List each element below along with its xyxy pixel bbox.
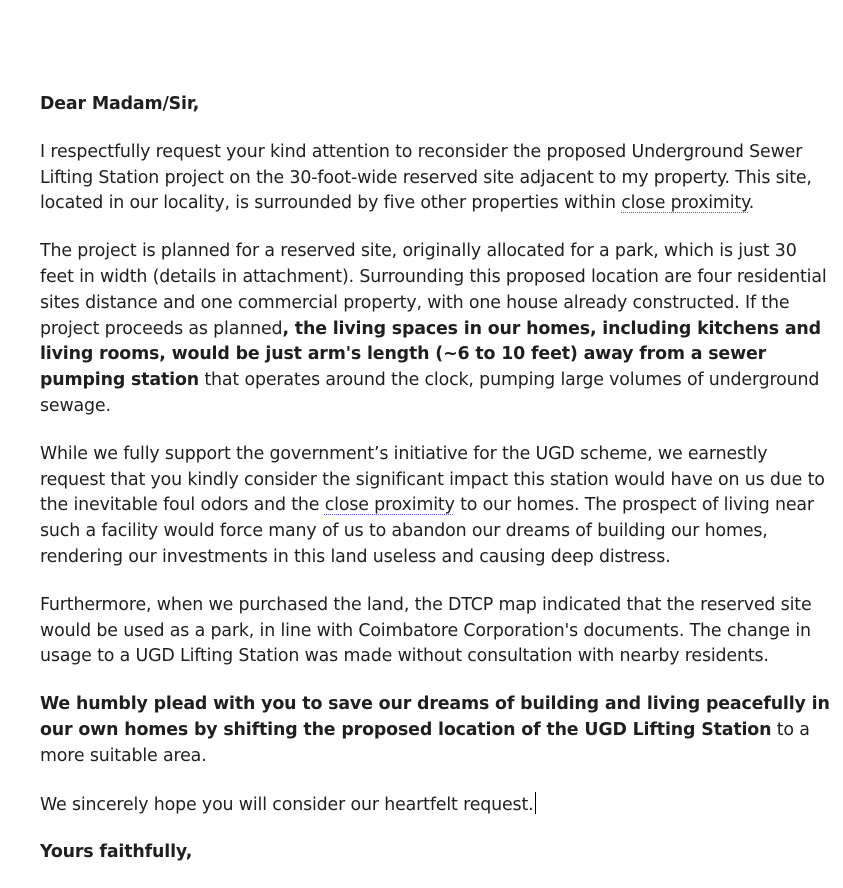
paragraph-5: [40, 692, 830, 769]
grammar-flag[interactable]: close proximity: [324, 495, 455, 516]
document-body[interactable]: [40, 92, 830, 888]
paragraph-2-end: that operates around the clock, pumping large volumes of underground sewage.: [40, 370, 820, 416]
paragraph-6-text: We sincerely hope you will consider our heartfelt request.: [40, 794, 534, 815]
paragraph-3: [40, 442, 830, 571]
paragraph-2-text: The project is planned for a reserved site, originally allocated for a park, which is just 30 feet in width (details in attachment). Surrounding this proposed location are four residential sites distance and one commercial property, with one house already constructed. If the project proceeds as planned: [40, 241, 827, 339]
closing: Yours faithfully,: [40, 842, 193, 863]
paragraph-3-text: While we fully support the government’s initiative for the UGD scheme, we earnestly request that you kindly consider the significant impact this station would have on us due to the inevitable foul odors and the: [40, 443, 825, 516]
paragraph-2: [40, 239, 830, 420]
text-cursor: [535, 792, 536, 814]
salutation: Dear Madam/Sir,: [40, 94, 200, 114]
paragraph-2-bold: , the living spaces in our homes, including kitchens and living rooms, would be just arm's length (~6 to 10 feet) away from a sewer pumping station: [40, 318, 821, 391]
paragraph-5-bold: We humbly plead with you to save our dreams of building and living peacefully in our own homes by shifting the proposed location of the UGD Lifting Station: [40, 694, 830, 740]
paragraph-5-end: to a more suitable area.: [40, 719, 810, 766]
paragraph-1-text: I respectfully request your kind attention to reconsider the proposed Underground Sewer Lifting Station project on the 30-foot-wide reserved site adjacent to my property. This site, located in our locality, is surrounded by five other properties within: [40, 141, 812, 214]
paragraph-4: Furthermore, when we purchased the land, the DTCP map indicated that the reserved site would be used as a park, in line with Coimbatore Corporation's documents. The change in usage to a UGD Lifting Station was made without consultation with nearby residents.: [40, 594, 812, 667]
paragraph-1: [40, 140, 830, 217]
paragraph-3-end: to our homes. The prospect of living near such a facility would force many of us to abandon our dreams of building our homes, rendering our investments in this land useless and causing deep distress.: [40, 495, 814, 567]
grammar-flag[interactable]: close proximity: [621, 193, 749, 214]
paragraph-6: [40, 792, 830, 819]
paragraph-1-end: .: [748, 193, 755, 214]
